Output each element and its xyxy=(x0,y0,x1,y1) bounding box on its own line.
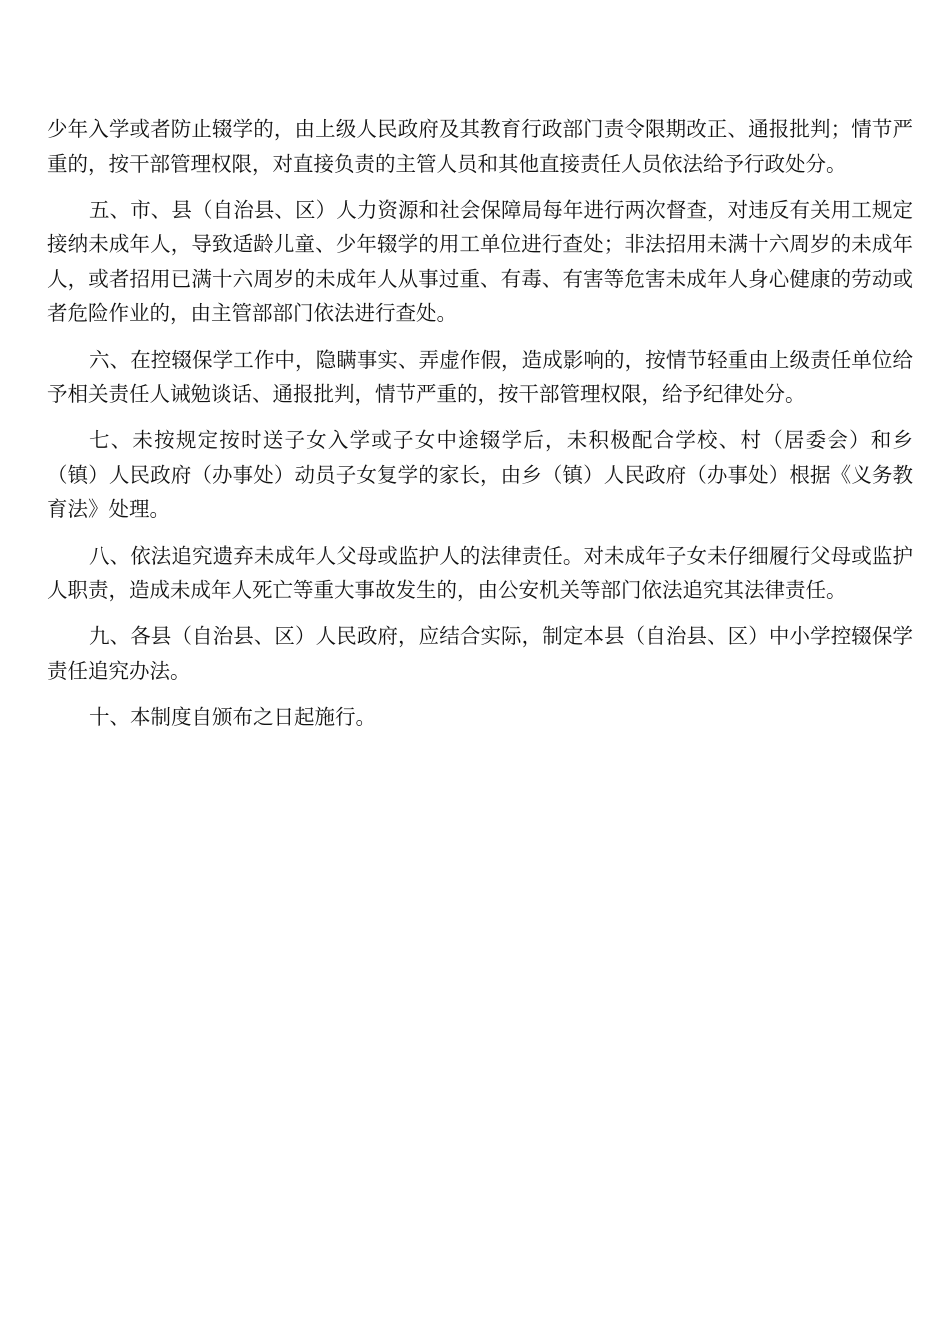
paragraph-continuation: 少年入学或者防止辍学的，由上级人民政府及其教育行政部门责令限期改正、通报批判；情节严重的，按干部管理权限，对直接负责的主管人员和其他直接责任人员依法给予行政处分。 xyxy=(47,117,913,176)
paragraph-item-5: 五、市、县（自治县、区）人力资源和社会保障局每年进行两次督查，对违反有关用工规定接纳未成年人，导致适龄儿童、少年辍学的用工单位进行查处；非法招用未满十六周岁的未成年人，或者招用已满十六周岁的未成年人从事过重、有毒、有害等危害未成年人身心健康的劳动或者危险作业的，由主管部部门依法进行查处。 xyxy=(47,197,913,326)
paragraph-item-10: 十、本制度自颁布之日起施行。 xyxy=(89,704,376,729)
paragraph-item-9: 九、各县（自治县、区）人民政府，应结合实际，制定本县（自治县、区）中小学控辍保学责任追究办法。 xyxy=(47,624,913,683)
paragraph-item-7: 七、未按规定按时送子女入学或子女中途辍学后，未积极配合学校、村（居委会）和乡（镇）人民政府（办事处）动员子女复学的家长，由乡（镇）人民政府（办事处）根据《义务教育法》处理。 xyxy=(47,428,913,522)
paragraph-item-6: 六、在控辍保学工作中，隐瞒事实、弄虚作假，造成影响的，按情节轻重由上级责任单位给予相关责任人诫勉谈话、通报批判，情节严重的，按干部管理权限，给予纪律处分。 xyxy=(47,347,913,407)
document-body xyxy=(47,112,913,746)
paragraph-item-8: 八、依法追究遗弃未成年人父母或监护人的法律责任。对未成年子女未仔细履行父母或监护人职责，造成未成年人死亡等重大事故发生的，由公安机关等部门依法追究其法律责任。 xyxy=(47,543,913,603)
